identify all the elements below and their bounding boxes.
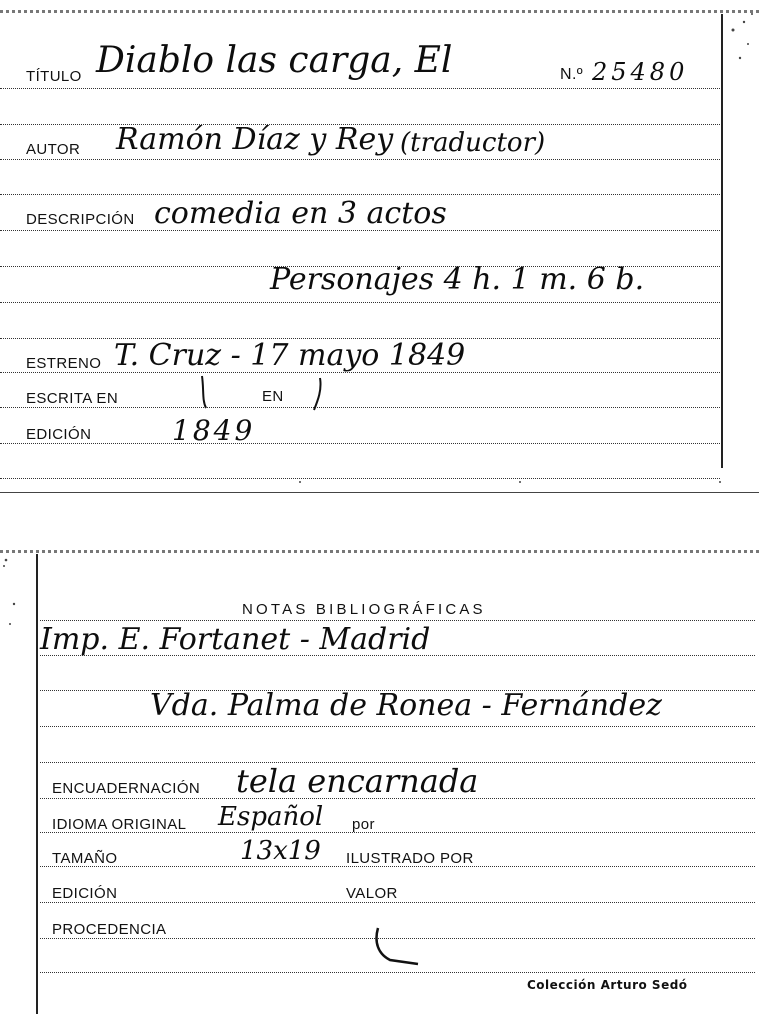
ruled-line (0, 407, 720, 408)
ruled-line (40, 902, 755, 903)
idioma-label: IDIOMA ORIGINAL (52, 816, 187, 833)
encuadernacion-value: tela encarnada (236, 762, 479, 800)
ruled-line (40, 972, 755, 973)
autor-note: (traductor) (400, 128, 546, 158)
edicion-label: EDICIÓN (52, 885, 118, 902)
card-top-edge (0, 10, 759, 19)
procedencia-label: PROCEDENCIA (52, 921, 167, 938)
catalog-card-front (0, 0, 759, 492)
ilustrado-label: ILUSTRADO POR (346, 850, 474, 867)
valor-label: VALOR (346, 885, 398, 902)
ruled-line (0, 443, 720, 444)
autor-label: AUTOR (26, 141, 81, 158)
personajes-value: Personajes 4 h. 1 m. 6 b. (270, 262, 645, 297)
coleccion-stamp: Colección Arturo Sedó (527, 978, 688, 992)
edicion-label: EDICIÓN (26, 426, 92, 443)
tamano-label: TAMAÑO (52, 850, 118, 867)
descripcion-value: comedia en 3 actos (154, 196, 447, 231)
descripcion-label: DESCRIPCIÓN (26, 211, 135, 228)
autor-value: Ramón Díaz y Rey (116, 122, 394, 157)
estreno-label: ESTRENO (26, 355, 102, 372)
card-top-edge (0, 550, 759, 559)
notas-heading: NOTAS BIBLIOGRÁFICAS (242, 601, 486, 618)
ruled-line (0, 88, 720, 89)
ruled-line (40, 620, 755, 621)
titulo-value: Diablo las carga, El (96, 40, 453, 81)
nota-impresor: Imp. E. Fortanet - Madrid (40, 622, 431, 657)
ruled-line (0, 194, 720, 195)
card-left-edge (36, 554, 38, 1014)
catalog-card-back (0, 540, 759, 1028)
handwritten-stroke (190, 370, 330, 415)
tamano-value: 13x19 (240, 836, 321, 866)
ruled-line (0, 478, 720, 479)
encuadernacion-label: ENCUADERNACIÓN (52, 780, 201, 797)
numero-label: N.º (560, 66, 584, 83)
escrita-label: ESCRITA EN (26, 390, 119, 407)
ruled-line (0, 302, 720, 303)
card-separator (0, 492, 759, 493)
idioma-value: Español (218, 802, 324, 832)
ruled-line (0, 159, 720, 160)
ruled-line (40, 726, 755, 727)
en-label: EN (262, 388, 284, 405)
estreno-value: T. Cruz - 17 mayo 1849 (114, 338, 466, 373)
handwritten-stroke (360, 920, 430, 970)
numero-value: 25480 (592, 58, 689, 86)
titulo-label: TÍTULO (26, 68, 82, 85)
nota-editor: Vda. Palma de Ronea - Fernández (150, 688, 662, 723)
card-right-edge (721, 14, 723, 468)
por-label: por (352, 816, 375, 833)
edicion-value: 1849 (172, 414, 256, 447)
